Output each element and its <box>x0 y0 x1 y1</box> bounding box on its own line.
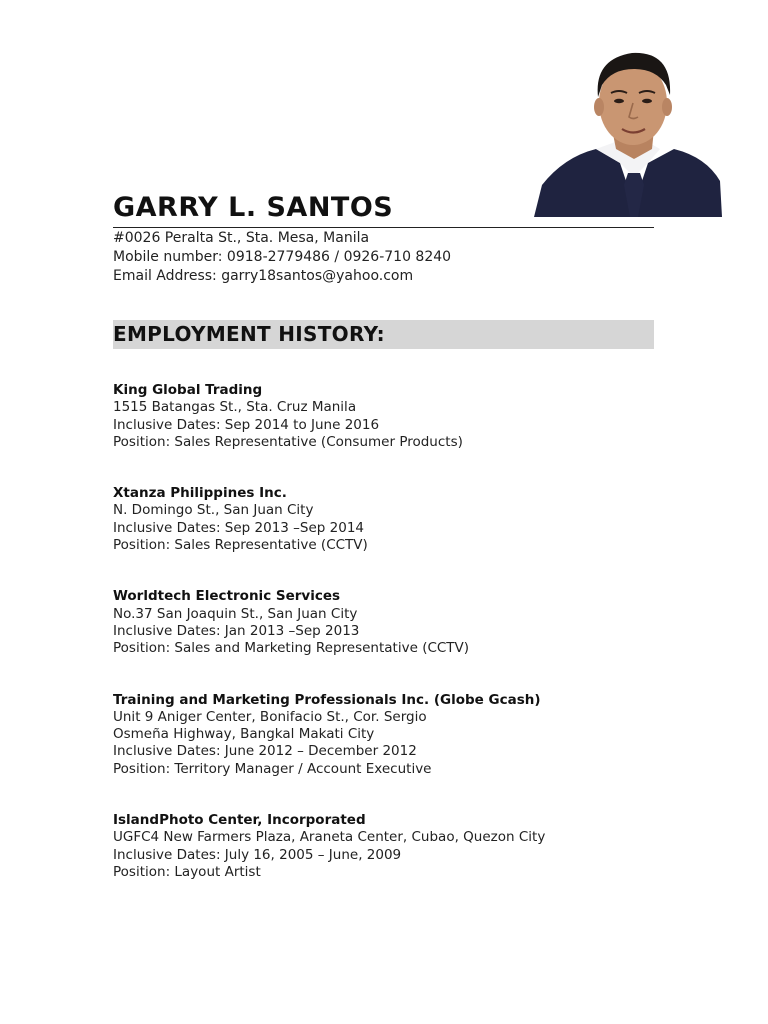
job-dates: Inclusive Dates: Sep 2013 –Sep 2014 <box>113 519 365 536</box>
company-name: IslandPhoto Center, Incorporated <box>113 812 366 829</box>
job-position: Position: Layout Artist <box>113 863 261 880</box>
job-dates: Inclusive Dates: Jan 2013 –Sep 2013 <box>113 622 360 639</box>
mobile-line: Mobile number: 0918-2779486 / 0926-710 8240 <box>113 249 452 265</box>
job-entry <box>113 382 673 451</box>
job-address: No.37 San Joaquin St., San Juan City <box>113 605 358 622</box>
candidate-name: GARRY L. SANTOS <box>113 192 394 223</box>
job-entry <box>113 692 673 778</box>
job-entry <box>113 485 673 554</box>
job-position: Position: Sales Representative (Consumer Products) <box>113 433 463 450</box>
company-name: King Global Trading <box>113 382 263 398</box>
job-position: Position: Territory Manager / Account Executive <box>113 760 432 777</box>
contact-info <box>113 229 451 286</box>
email-line: Email Address: garry18santos@yahoo.com <box>113 268 414 284</box>
company-name: Xtanza Philippines Inc. <box>113 485 287 502</box>
employment-history-heading <box>113 320 654 349</box>
portrait-image <box>534 45 722 217</box>
job-address: Unit 9 Aniger Center, Bonifacio St., Cor. Sergio <box>113 708 427 725</box>
job-position: Position: Sales Representative (CCTV) <box>113 537 368 554</box>
company-name: Worldtech Electronic Services <box>113 588 341 605</box>
profile-photo <box>534 45 722 217</box>
section-heading-text: EMPLOYMENT HISTORY: <box>113 322 385 346</box>
address-line: #0026 Peralta St., Sta. Mesa, Manila <box>113 230 370 246</box>
job-position: Position: Sales and Marketing Representative (CCTV) <box>113 640 470 657</box>
job-dates: Inclusive Dates: June 2012 – December 2012 <box>113 743 417 760</box>
job-entry <box>113 588 673 657</box>
job-address: UGFC4 New Farmers Plaza, Araneta Center, Cubao, Quezon City <box>113 829 546 846</box>
job-address: N. Domingo St., San Juan City <box>113 502 314 519</box>
company-name: Training and Marketing Professionals Inc. (Globe Gcash) <box>113 691 541 708</box>
job-address: 1515 Batangas St., Sta. Cruz Manila <box>113 399 357 416</box>
name-divider <box>113 227 654 228</box>
job-entry <box>113 812 673 881</box>
job-address-continued: Osmeña Highway, Bangkal Makati City <box>113 726 375 743</box>
job-dates: Inclusive Dates: Sep 2014 to June 2016 <box>113 416 380 433</box>
employment-list <box>113 382 673 915</box>
job-dates: Inclusive Dates: July 16, 2005 – June, 2009 <box>113 846 402 863</box>
